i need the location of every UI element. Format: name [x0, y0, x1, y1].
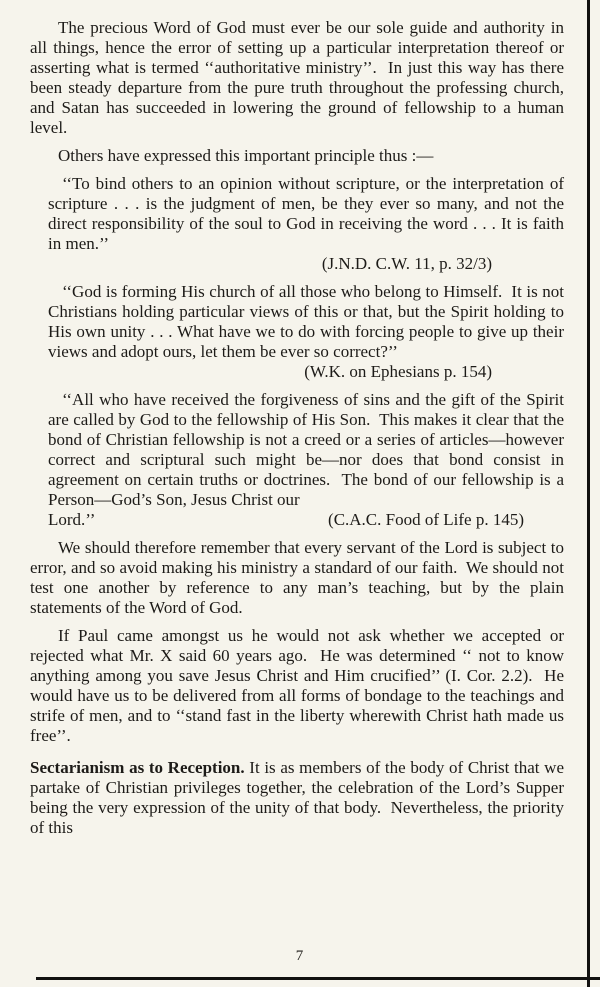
block-quote-cac	[48, 390, 569, 530]
page-text-block	[30, 18, 569, 838]
page-footer	[0, 947, 600, 965]
scan-edge-right-line	[587, 0, 590, 987]
block-quote-jnd	[48, 174, 569, 274]
quote-last-line	[48, 510, 564, 530]
quote-text: ‘‘To bind others to an opinion without scripture, or the interpretation of scripture . . . is the judgment of men, be they ever so many, and not the direct responsibility of the soul to God in receiving the word . . . It is faith in men.’’	[48, 174, 569, 253]
paragraph-servant-of-lord: We should therefore remember that every servant of the Lord is subject to error, and so avoid making his ministry a standard of our faith. We should not test one another by reference to any man’s teaching, but by the plain statements of the Word of God.	[30, 538, 569, 617]
quote-attribution: (W.K. on Ephesians p. 154)	[304, 362, 492, 381]
paragraph-if-paul-came: If Paul came amongst us he would not ask whether we accepted or rejected what Mr. X said 60 years ago. He was determined ‘‘ not to know anything among you save Jesus Christ and Him crucified’’ (I. Cor. 2.2). He would have us to be delivered from all forms of bondage to the teachings and strife of men, and to ‘‘stand fast in the liberty wherewith Christ hath made us free’’.	[30, 626, 569, 745]
page-number: 7	[295, 948, 305, 964]
quote-text-end: Lord.’’	[48, 510, 96, 529]
quote-text: ‘‘All who have received the forgiveness of sins and the gift of the Spirit are called by God to the fellowship of His Son. This makes it clear that the bond of Christian fellowship is not a creed or a series of articles—however correct and scriptural such might be—nor does that bond consist in agreement on certain truths or doctrines. The bond of our fellowship is a Person—God’s Son, Jesus Christ our	[48, 390, 569, 509]
paragraph-sectarianism-text: It is as members of the body of Christ that we partake of Christian privileges together, the celebration of the Lord’s Supper being the very expression of the unity of that body. Nevertheless, the priority of this	[30, 758, 569, 837]
scan-edge-bottom-line	[36, 977, 600, 980]
quote-attribution: (C.A.C. Food of Life p. 145)	[328, 510, 524, 529]
paragraph-intro: The precious Word of God must ever be our sole guide and authority in all things, hence the error of setting up a particular interpretation thereof or asserting what is termed ‘‘authoritative ministry’’. In just this way has there been steady departure from the pure truth throughout the professing church, and Satan has succeeded in lowering the ground of fellowship to a human level.	[30, 18, 569, 137]
quote-attribution: (J.N.D. C.W. 11, p. 32/3)	[321, 254, 492, 273]
quote-text: ‘‘God is forming His church of all those who belong to Himself. It is not Christians holding particular views of this or that, but the Spirit holding to His own unity . . . What have we to do with forcing people to give up their views and adopt ours, let them be ever so correct?’’	[48, 282, 569, 361]
run-in-heading: Sectarianism as to Reception.	[30, 758, 245, 777]
paragraph-sectarianism	[30, 758, 569, 838]
paragraph-lead-in: Others have expressed this important principle thus :—	[58, 146, 434, 165]
block-quote-wk	[48, 282, 569, 382]
